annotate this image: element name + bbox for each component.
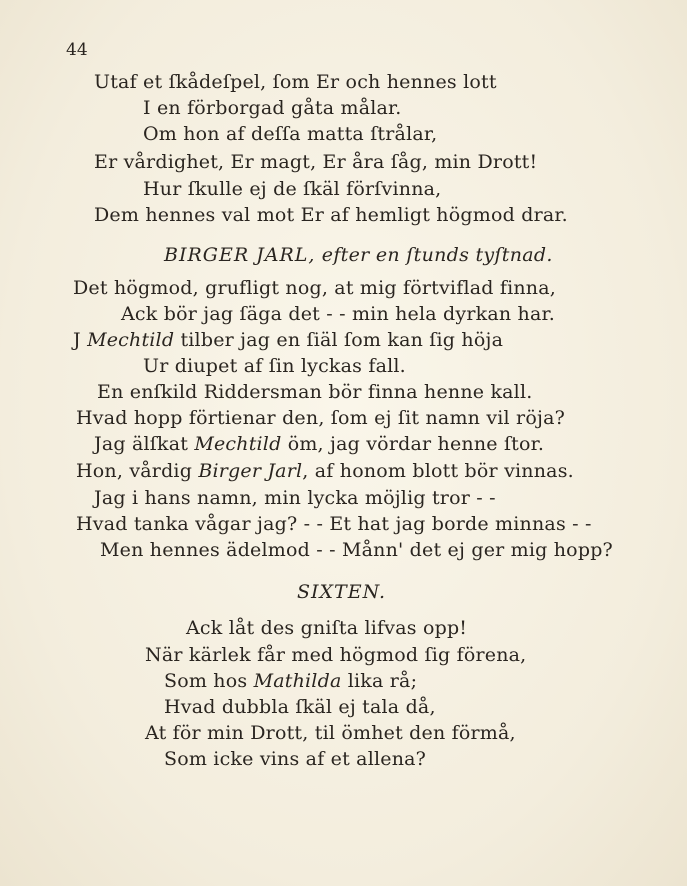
verse-line: Som hos Mathilda lika rå; xyxy=(164,670,418,692)
verse-line: Jag älſkat Mechtild öm, jag vördar henne ſtor. xyxy=(94,433,545,455)
verse-line: Er vårdighet, Er magt, Er åra ſåg, min Drott! xyxy=(94,151,538,173)
verse-line: Dem hennes val mot Er af hemligt högmod drar. xyxy=(94,204,568,226)
verse-line: At för min Drott, til ömhet den förmå, xyxy=(145,722,516,744)
verse-line: Som icke vins af et allena? xyxy=(164,748,427,770)
verse-line: Om hon af deſſa matta ſtrålar, xyxy=(143,123,438,145)
verse-line: Det högmod, grufligt nog, at mig förtviflad finna, xyxy=(73,277,556,299)
speaker-name: SIXTEN. xyxy=(297,581,387,603)
verse-line: En enſkild Riddersman bör finna henne kall. xyxy=(97,381,533,403)
page-number: 44 xyxy=(66,40,88,60)
name-italic: Mechtild xyxy=(194,433,282,455)
verse-line: J Mechtild tilber jag en ſiäl ſom kan ſig höja xyxy=(73,329,504,351)
speaker-heading xyxy=(164,244,553,266)
verse-line: I en förborgad gåta målar. xyxy=(143,97,402,119)
stage-direction: efter en ſtunds tyſtnad. xyxy=(315,244,553,266)
name-italic: Mechtild xyxy=(87,329,175,351)
name-italic: Birger Jarl xyxy=(198,460,303,482)
verse-line: Hvad dubbla ſkäl ej tala då, xyxy=(164,696,436,718)
verse-line: Utaf et ſkådeſpel, ſom Er och hennes lott xyxy=(94,71,497,93)
speaker-name: BIRGER JARL, xyxy=(164,244,316,266)
verse-line: Men hennes ädelmod - - Månn' det ej ger mig hopp? xyxy=(100,539,613,561)
verse-line: Ack bör jag ſäga det - - min hela dyrkan har. xyxy=(121,303,555,325)
verse-line: Jag i hans namn, min lycka möjlig tror - - xyxy=(94,487,496,509)
verse-line: Ur diupet af ſin lyckas fall. xyxy=(143,355,406,377)
verse-line: Hon, vårdig Birger Jarl, af honom blott bör vinnas. xyxy=(76,460,574,482)
verse-line: Hur ſkulle ej de ſkäl förſvinna, xyxy=(143,178,442,200)
verse-line: Hvad hopp förtienar den, ſom ej ſit namn vil röja? xyxy=(76,407,565,429)
name-italic: Mathilda xyxy=(253,670,342,692)
speaker-heading xyxy=(297,581,386,603)
verse-line: När kärlek får med högmod ſig förena, xyxy=(145,644,527,666)
verse-line: Ack låt des gniſta lifvas opp! xyxy=(186,617,468,639)
verse-line: Hvad tanka vågar jag? - - Et hat jag borde minnas - - xyxy=(76,513,592,535)
